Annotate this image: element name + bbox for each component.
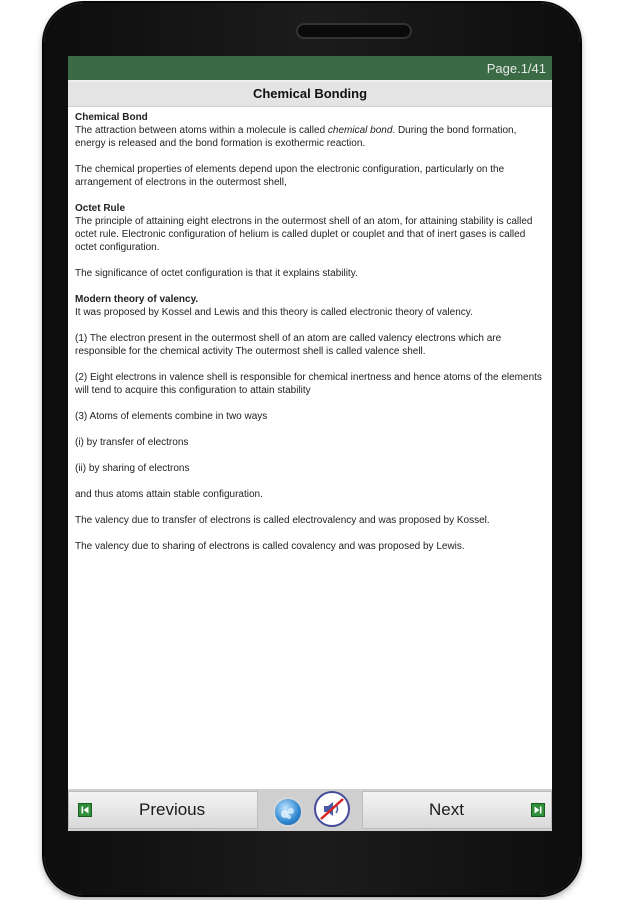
- app-screen: [68, 56, 552, 831]
- next-label: Next: [429, 800, 464, 819]
- electrovalency-paragraph: The valency due to transfer of electrons is called electrovalency and was proposed by Kossel.: [75, 515, 490, 526]
- previous-label: Previous: [139, 800, 206, 819]
- speaker-grille: [296, 23, 412, 39]
- valency-point-1: (1) The electron present in the outermost shell of an atom are called valency electrons which are responsible for the chemical activity The outermost shell is called valence shell.: [75, 333, 502, 357]
- covalency-paragraph: The valency due to sharing of electrons is called covalency and was proposed by Lewis.: [75, 541, 465, 552]
- next-button[interactable]: [362, 791, 552, 829]
- paragraph-text: The attraction between atoms within a molecule is called: [75, 125, 328, 136]
- bottom-nav-bar: [68, 789, 552, 831]
- valency-point-3: (3) Atoms of elements combine in two ways: [75, 411, 268, 422]
- valency-point-2: (2) Eight electrons in valence shell is responsible for chemical inertness and hence atoms of the elements will tend to acquire this configuration to attain stability: [75, 372, 542, 396]
- valency-intro-paragraph: It was proposed by Kossel and Lewis and this theory is called electronic theory of valency.: [75, 307, 473, 318]
- chemical-properties-paragraph: The chemical properties of elements depend upon the electronic configuration, particularly on the arrangement of electrons in the outermost shell,: [75, 164, 505, 188]
- emphasis-text: chemical bond: [327, 125, 393, 136]
- combine-way-2: (ii) by sharing of electrons: [75, 463, 190, 474]
- chemical-bond-paragraph: [75, 124, 546, 150]
- skip-back-icon: [78, 803, 92, 817]
- status-header: [68, 56, 552, 80]
- octet-rule-heading: Octet Rule: [75, 203, 126, 214]
- page-indicator: Page.1/41: [486, 61, 546, 76]
- skip-forward-icon: [531, 803, 545, 817]
- previous-button[interactable]: [68, 791, 258, 829]
- chemical-bond-heading: Chemical Bond: [75, 112, 148, 123]
- bubble-icon[interactable]: [273, 797, 303, 827]
- no-sound-icon[interactable]: [314, 791, 350, 827]
- octet-rule-paragraph: The principle of attaining eight electrons in the outermost shell of an atom, for attaining stability is called octet rule. Electronic configuration of helium is called duplet or couplet and that of inert gases is called octet configuration.: [75, 216, 533, 253]
- combine-way-1: (i) by transfer of electrons: [75, 437, 189, 448]
- content-pane[interactable]: [68, 107, 552, 801]
- paragraph-text: . During the bond formation, energy is released and the bond formation is exothermic reaction.: [75, 125, 517, 149]
- valency-heading: Modern theory of valency.: [75, 294, 199, 305]
- octet-significance-paragraph: The significance of octet configuration is that it explains stability.: [75, 268, 358, 279]
- stable-configuration-text: and thus atoms attain stable configuration.: [75, 489, 263, 500]
- page-title: Chemical Bonding: [68, 82, 552, 107]
